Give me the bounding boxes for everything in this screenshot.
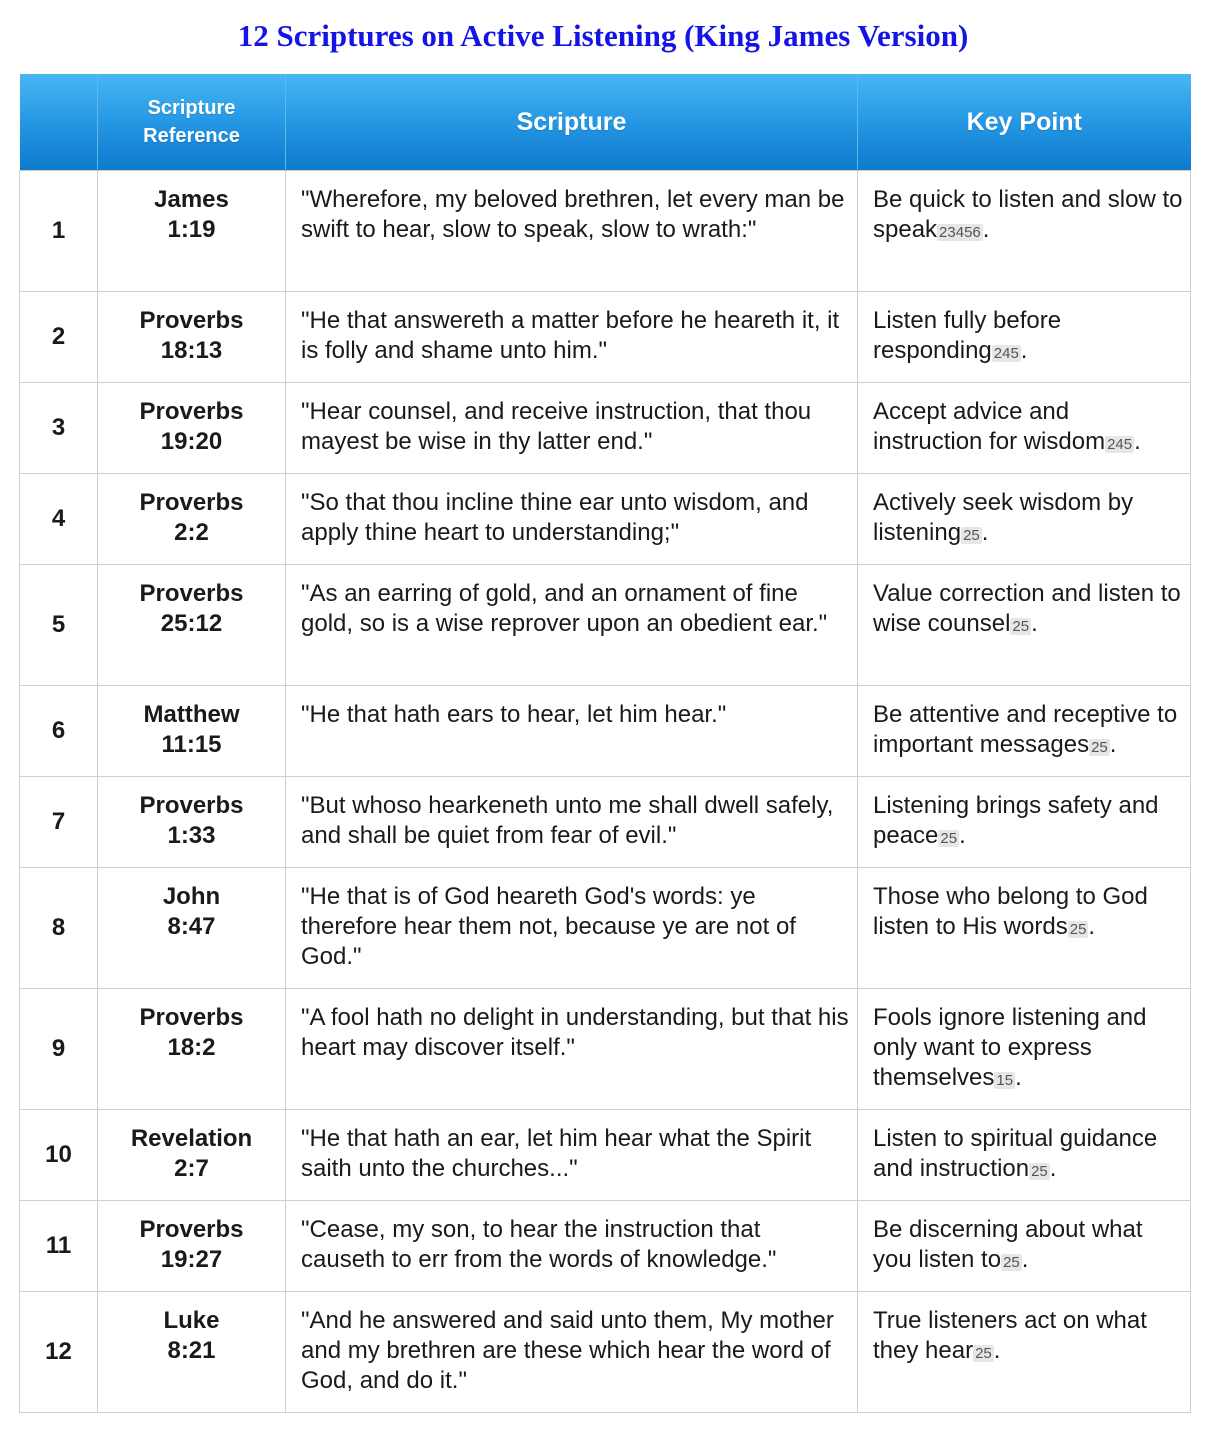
key-point-period: .: [1134, 428, 1141, 455]
reference-book: Matthew: [143, 701, 240, 728]
key-point-text: Accept advice and instruction for wisdom: [873, 398, 1106, 455]
header-reference-line1: Scripture: [147, 97, 236, 119]
reference-book: Proverbs: [139, 1004, 244, 1031]
header-scripture-reference: [98, 74, 286, 171]
table-body: [20, 171, 1191, 1413]
reference-verse: 1:33: [167, 822, 216, 849]
key-point: [858, 868, 1191, 989]
reference-book: Proverbs: [139, 580, 244, 607]
table-row: [20, 474, 1191, 565]
table-row: [20, 1110, 1191, 1201]
key-point-period: .: [1015, 1064, 1022, 1091]
scripture-text: "Wherefore, my beloved brethren, let every man be swift to hear, slow to speak, slow to wrath:": [286, 171, 858, 292]
table-row: [20, 292, 1191, 383]
key-point-text: Listen fully before responding: [873, 307, 1062, 364]
row-number: 6: [20, 686, 98, 777]
row-number: 7: [20, 777, 98, 868]
key-point-text: Those who belong to God listen to His words: [873, 883, 1148, 940]
row-number: 10: [20, 1110, 98, 1201]
key-point-period: .: [1021, 1246, 1029, 1273]
scripture-reference: [98, 777, 286, 868]
key-point-period: .: [1109, 731, 1117, 758]
key-point-period: .: [1031, 610, 1038, 637]
reference-book: Proverbs: [139, 307, 244, 334]
key-point-period: .: [1049, 1155, 1057, 1182]
citation-footnote[interactable]: 15: [996, 1072, 1014, 1089]
scripture-reference: [98, 383, 286, 474]
key-point: [858, 989, 1191, 1110]
table-row: [20, 383, 1191, 474]
scripture-reference: [98, 474, 286, 565]
scripture-reference: [98, 171, 286, 292]
reference-verse: 1:19: [167, 216, 216, 243]
citation-footnote[interactable]: 25: [1031, 1163, 1048, 1180]
reference-verse: 19:27: [160, 1246, 223, 1273]
key-point-period: .: [981, 519, 989, 546]
reference-book: Luke: [163, 1307, 220, 1334]
citation-footnote[interactable]: 25: [1091, 739, 1108, 756]
table-row: [20, 686, 1191, 777]
scripture-text: "But whoso hearkeneth unto me shall dwell safely, and shall be quiet from fear of evil.": [286, 777, 858, 868]
reference-book: Proverbs: [139, 398, 244, 425]
table-row: [20, 171, 1191, 292]
scripture-table: [19, 74, 1191, 1413]
citation-footnote[interactable]: 25: [1069, 921, 1087, 938]
reference-verse: 8:21: [167, 1337, 216, 1364]
key-point-text: Value correction and listen to wise counsel: [873, 580, 1181, 637]
row-number: 11: [20, 1201, 98, 1292]
key-point: [858, 777, 1191, 868]
key-point-period: .: [1088, 913, 1096, 940]
reference-book: Revelation: [130, 1125, 253, 1152]
key-point: [858, 171, 1191, 292]
reference-verse: 2:7: [174, 1155, 209, 1182]
scripture-text: "So that thou incline thine ear unto wisdom, and apply thine heart to understanding;": [286, 474, 858, 565]
scripture-reference: [98, 1201, 286, 1292]
reference-book: James: [154, 186, 229, 213]
header-number: [20, 74, 98, 171]
reference-book: Proverbs: [139, 792, 244, 819]
key-point-text: True listeners act on what they hear: [873, 1307, 1147, 1364]
key-point: [858, 1110, 1191, 1201]
citation-footnote[interactable]: 25: [975, 1345, 992, 1362]
table-row: [20, 989, 1191, 1110]
reference-verse: 2:2: [174, 519, 209, 546]
key-point-period: .: [1020, 337, 1028, 364]
row-number: 9: [20, 989, 98, 1110]
key-point-text: Be discerning about what you listen to: [873, 1216, 1143, 1273]
table-row: [20, 565, 1191, 686]
scripture-text: "And he answered and said unto them, My mother and my brethren are these which hear the word of God, and do it.": [286, 1292, 858, 1413]
citation-footnote[interactable]: 25: [940, 830, 958, 847]
scripture-text: "Hear counsel, and receive instruction, that thou mayest be wise in thy latter end.": [286, 383, 858, 474]
reference-verse: 11:15: [161, 731, 222, 758]
citation-footnote[interactable]: 245: [993, 345, 1019, 362]
key-point: [858, 1292, 1191, 1413]
scripture-reference: [98, 565, 286, 686]
scripture-text: "As an earring of gold, and an ornament of fine gold, so is a wise reprover upon an obedient ear.": [286, 565, 858, 686]
citation-footnote[interactable]: 25: [963, 527, 980, 544]
scripture-reference: [98, 686, 286, 777]
key-point: [858, 474, 1191, 565]
page-title: 12 Scriptures on Active Listening (King James Version): [237, 18, 969, 53]
citation-footnote[interactable]: 245: [1107, 436, 1133, 453]
table-row: [20, 868, 1191, 989]
table-row: [20, 777, 1191, 868]
reference-book: John: [162, 883, 221, 910]
citation-footnote[interactable]: 25: [1012, 618, 1030, 635]
reference-verse: 18:2: [167, 1034, 216, 1061]
header-key-point: Key Point: [858, 74, 1191, 171]
key-point-text: Listen to spiritual guidance and instruction: [873, 1125, 1158, 1182]
scripture-text: "He that is of God heareth God's words: ye therefore hear them not, because ye are not of God.": [286, 868, 858, 989]
key-point: [858, 383, 1191, 474]
key-point: [858, 686, 1191, 777]
scripture-text: "He that hath ears to hear, let him hear.": [286, 686, 858, 777]
row-number: 12: [20, 1292, 98, 1413]
row-number: 1: [20, 171, 98, 292]
row-number: 2: [20, 292, 98, 383]
table-header: [20, 74, 1191, 171]
scripture-text: "He that hath an ear, let him hear what the Spirit saith unto the churches...": [286, 1110, 858, 1201]
row-number: 8: [20, 868, 98, 989]
key-point: [858, 1201, 1191, 1292]
citation-footnote[interactable]: 25: [1003, 1254, 1020, 1271]
key-point-period: .: [982, 216, 990, 243]
reference-verse: 25:12: [160, 610, 223, 637]
table-row: [20, 1292, 1191, 1413]
key-point-period: .: [959, 822, 966, 849]
reference-book: Proverbs: [139, 1216, 244, 1243]
reference-book: Proverbs: [139, 489, 244, 516]
scripture-text: "Cease, my son, to hear the instruction that causeth to err from the words of knowledge.": [286, 1201, 858, 1292]
scripture-reference: [98, 1292, 286, 1413]
scripture-reference: [98, 1110, 286, 1201]
key-point: [858, 292, 1191, 383]
row-number: 3: [20, 383, 98, 474]
reference-verse: 18:13: [160, 337, 223, 364]
row-number: 4: [20, 474, 98, 565]
reference-verse: 8:47: [167, 913, 216, 940]
scripture-reference: [98, 989, 286, 1110]
header-scripture: Scripture: [286, 74, 858, 171]
scripture-reference: [98, 868, 286, 989]
row-number: 5: [20, 565, 98, 686]
key-point-text: Fools ignore listening and only want to express themselves: [873, 1004, 1147, 1091]
table-row: [20, 1201, 1191, 1292]
key-point-period: .: [993, 1337, 1001, 1364]
scripture-text: "A fool hath no delight in understanding, but that his heart may discover itself.": [286, 989, 858, 1110]
key-point-text: Actively seek wisdom by listening: [873, 489, 1134, 546]
scripture-reference: [98, 292, 286, 383]
citation-footnote[interactable]: 23456: [939, 224, 981, 241]
key-point: [858, 565, 1191, 686]
scripture-text: "He that answereth a matter before he heareth it, it is folly and shame unto him.": [286, 292, 858, 383]
reference-verse: 19:20: [160, 428, 223, 455]
key-point-text: Listening brings safety and peace: [873, 792, 1159, 849]
key-point-text: Be attentive and receptive to important messages: [873, 701, 1178, 758]
header-reference-line2: Reference: [143, 125, 240, 147]
key-point-text: Be quick to listen and slow to speak: [873, 186, 1183, 243]
